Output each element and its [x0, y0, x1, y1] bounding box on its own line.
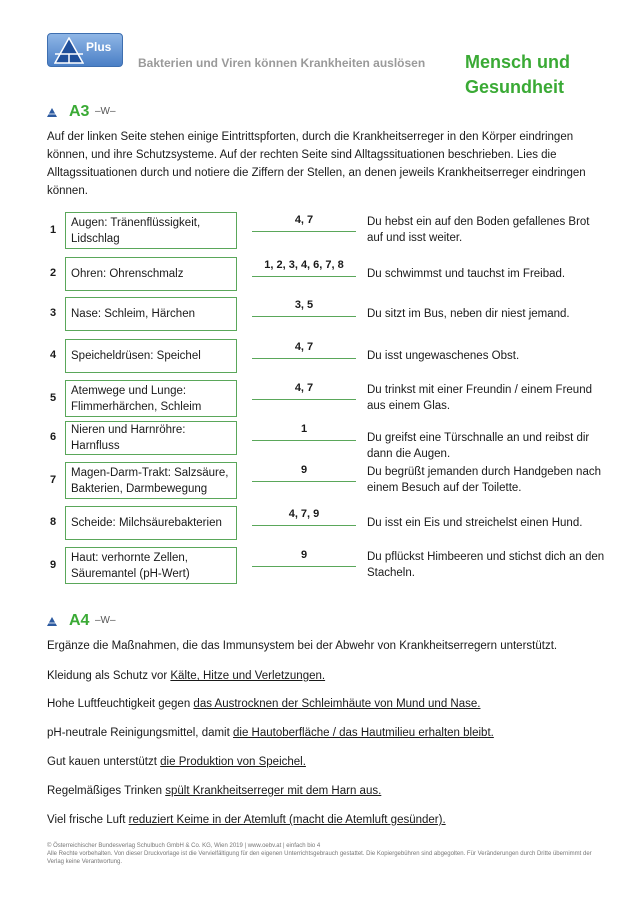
sentence-prefix: Viel frische Luft — [47, 814, 129, 826]
situation-text: Du pflückst Himbeeren und stichst dich an den Stacheln. — [367, 551, 605, 579]
sentence-prefix: Gut kauen unterstützt — [47, 756, 161, 768]
situation-text: Du sitzt im Bus, neben dir niest jemand. — [367, 308, 570, 320]
sentence-answer: Kälte, Hitze und Verletzungen. — [170, 670, 326, 682]
sentence-prefix: Hohe Luftfeuchtigkeit gegen — [47, 698, 194, 710]
list-item — [47, 785, 381, 797]
entry-point-box — [65, 547, 237, 584]
sentence-answer: die Produktion von Speichel. — [160, 756, 306, 768]
row-number: 8 — [50, 516, 57, 528]
answer-field: 4, 7, 9 — [252, 508, 356, 526]
sentence-answer: die Hautoberfläche / das Hautmilieu erhalten bleibt. — [233, 727, 494, 739]
entry-point-label: Augen: Tränenflüssigkeit, Lidschlag — [71, 216, 201, 245]
situation-text: Du schwimmst und tauchst im Freibad. — [367, 268, 566, 280]
entry-point-label: Speicheldrüsen: Speichel — [71, 350, 201, 362]
sentence-answer: reduziert Keime in der Atemluft (macht die Atemluft gesünder). — [128, 814, 446, 826]
entry-point-label: Nase: Schleim, Härchen — [71, 308, 195, 320]
row-number: 7 — [50, 473, 57, 486]
copyright-footer — [47, 842, 592, 866]
row-number: 6 — [50, 431, 57, 443]
subject-title-line2: Gesundheit — [465, 77, 565, 97]
list-item — [47, 814, 446, 826]
answer-field: 4, 7 — [252, 382, 356, 400]
table-row — [47, 257, 607, 291]
task-a4-instructions: Ergänze die Maßnahmen, die das Immunsystem bei der Abwehr von Krankheitserregern unterstützt. — [47, 640, 558, 652]
subject-title — [465, 50, 625, 100]
answer-field: 1, 2, 3, 4, 6, 7, 8 — [252, 259, 356, 277]
situation-text: Du isst ein Eis und streichelst einen Hund. — [367, 517, 583, 529]
subject-title-line1: Mensch und — [465, 52, 571, 72]
table-row — [47, 212, 607, 249]
answer-field: 9 — [252, 549, 356, 567]
list-item — [47, 756, 306, 768]
task-a3-number: A3 — [69, 103, 90, 120]
blue-triangle-icon — [47, 108, 57, 117]
oebv-plus-logo — [47, 33, 123, 67]
sentence-prefix: pH-neutrale Reinigungsmittel, damit — [47, 727, 234, 739]
situation-text: Du greifst eine Türschnalle an und reibst dir dann die Augen. — [367, 432, 590, 460]
sentence-answer: spült Krankheitserreger mit dem Harn aus. — [165, 785, 382, 797]
list-item — [47, 670, 325, 682]
list-item — [47, 698, 480, 710]
entry-point-box — [65, 506, 237, 540]
table-row — [47, 380, 607, 417]
answer-field: 9 — [252, 464, 356, 482]
entry-point-box — [65, 212, 237, 249]
copyright-line: © Österreichischer Bundesverlag Schulbuch GmbH & Co. KG, Wien 2019 | www.oebv.at | einfach bio 4 — [47, 843, 321, 849]
table-row — [47, 421, 607, 460]
table-row — [47, 462, 607, 499]
entry-point-box — [65, 380, 237, 417]
sentence-prefix: Regelmäßiges Trinken — [47, 785, 166, 797]
row-number: 4 — [50, 349, 57, 361]
table-row — [47, 506, 607, 540]
table-row — [47, 339, 607, 373]
situation-text: Du hebst ein auf den Boden gefallenes Brot auf und isst weiter. — [367, 216, 590, 244]
row-number: 1 — [50, 223, 57, 236]
rights-notice: Alle Rechte vorbehalten. Von dieser Druckvorlage ist die Vervielfältigung für den eigenen Unterrichtsgebrauch gestattet. Die Kopiergebühren sind abgegolten. Für Veränderungen durch Dritte übernimmt der Verlag keine Verantwortung. — [47, 851, 592, 865]
entry-point-label: Nieren und Harnröhre: Harnfluss — [71, 424, 186, 452]
triangle-logo-icon — [54, 37, 84, 64]
task-a4-number: A4 — [69, 612, 90, 629]
entry-point-box — [65, 297, 237, 331]
situation-text: Du isst ungewaschenes Obst. — [367, 350, 520, 362]
entry-point-box — [65, 339, 237, 373]
task-a4-level: –W– — [95, 615, 116, 626]
entry-point-box — [65, 462, 237, 499]
entry-point-box — [65, 257, 237, 291]
situation-text: Du begrüßt jemanden durch Handgeben nach einem Besuch auf der Toilette. — [367, 466, 601, 494]
situation-text: Du trinkst mit einer Freundin / einem Freund aus einem Glas. — [367, 384, 592, 412]
task-a3-instructions: Auf der linken Seite stehen einige Eintrittspforten, durch die Krankheitserreger in den Körper eindringen können, und ihre Schutzsysteme. Auf der rechten Seite sind Alltagssituationen beschrieben. Lies die Alltagssituationen durch und notiere die Ziffern der Stellen, an denen jeweils Krankheitserreger eindringen können. — [47, 131, 586, 197]
answer-field: 1 — [252, 423, 356, 441]
answer-field: 4, 7 — [252, 214, 356, 232]
entry-point-label: Haut: verhornte Zellen, Säuremantel (pH-Wert) — [71, 551, 190, 580]
list-item — [47, 727, 494, 739]
sentence-prefix: Kleidung als Schutz vor — [47, 670, 171, 682]
entry-point-label: Ohren: Ohrenschmalz — [71, 268, 184, 280]
table-row — [47, 297, 607, 331]
entry-point-label: Scheide: Milchsäurebakterien — [71, 517, 222, 529]
entry-point-label: Magen-Darm-Trakt: Salzsäure, Bakterien, Darmbewegung — [71, 466, 229, 495]
entry-point-label: Atemwege und Lunge: Flimmerhärchen, Schleim — [71, 384, 202, 413]
row-number: 2 — [50, 267, 57, 279]
row-number: 3 — [50, 307, 57, 319]
row-number: 9 — [50, 558, 57, 571]
blue-triangle-icon — [47, 617, 57, 626]
answer-field: 3, 5 — [252, 299, 356, 317]
logo-text: Plus — [86, 40, 112, 54]
row-number: 5 — [50, 391, 57, 404]
sentence-answer: das Austrocknen der Schleimhäute von Mund und Nase. — [193, 698, 481, 710]
task-a3-level: –W– — [95, 106, 116, 117]
table-row — [47, 547, 607, 584]
worksheet-topic: Bakterien und Viren können Krankheiten auslösen — [138, 56, 426, 70]
answer-field: 4, 7 — [252, 341, 356, 359]
entry-point-box — [65, 421, 237, 455]
